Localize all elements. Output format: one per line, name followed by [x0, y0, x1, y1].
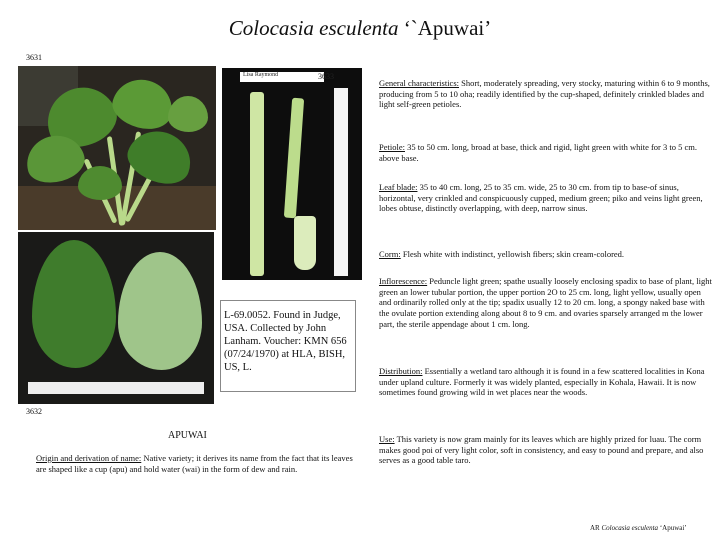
plant-photo [18, 66, 216, 230]
footer-species: Colocasia esculenta [601, 524, 659, 532]
desc-heading: Leaf blade: [379, 182, 418, 192]
photo-number-3633: 3633 [318, 72, 334, 81]
desc-text: 35 to 40 cm. long, 25 to 35 cm. wide, 25 to 30 cm. from tip to base-of sinus, horizontal, very crinkled and conspicuously cupped, medium green; piko and veins light green, lobes obtuse, distinctly overlapping, with deep, narrow sinus. [379, 182, 703, 214]
desc-heading: Petiole: [379, 142, 405, 152]
desc-text: This variety is now gram mainly for its leaves which are highly prized for luau. The corm makes good poi of very light color, soft in consistency, and easy to pound and prepare, and also serves as a good table taro. [379, 434, 704, 466]
desc-general [379, 78, 715, 110]
desc-inflorescence [379, 276, 715, 330]
specimen-note [220, 300, 356, 392]
title-cultivar: ‘`Apuwai’ [398, 16, 492, 40]
desc-heading: General characteristics: [379, 78, 459, 88]
desc-heading: Distribution: [379, 366, 423, 376]
photo-number-3632: 3632 [26, 407, 42, 416]
desc-heading: Use: [379, 434, 395, 444]
desc-petiole [379, 142, 715, 163]
specimen-note-text: L-69.0052. Found in Judge, USA. Collected by John Lanham. Voucher: KMN 656 (07/24/1970) at HLA, BISH, US, L. [224, 310, 347, 373]
origin-heading: Origin and derivation of name: [36, 453, 142, 463]
desc-distribution [379, 366, 715, 398]
desc-heading: Inflorescence: [379, 276, 428, 286]
variety-label: APUWAI [168, 430, 207, 441]
desc-text: Essentially a wetland taro although it is found in a few scattered localities in Kona under upland culture. Formerly it was widely planted, especially in Kohala, Hawaii. It is now sometimes found growing wild in wet places near the woods. [379, 366, 705, 398]
leaf-under-side [118, 252, 202, 370]
desc-text: 35 to 50 cm. long, broad at base, thick and rigid, light green with white for 3 to 5 cm. above base. [379, 142, 697, 163]
desc-corm [379, 249, 715, 260]
photo-number-3631: 3631 [26, 53, 42, 62]
desc-leaf-blade [379, 182, 715, 214]
desc-use [379, 434, 715, 466]
footer-cultivar: ‘Apuwai’ [658, 524, 687, 532]
leaf-photo [18, 232, 214, 404]
desc-text: Peduncle light green; spathe usually loosely enclosing spadix to base of plant, light green an lower tubular portion, the upper portion 2O to 25 cm. long, light yellow, usually open and ordinarily rolled only at the tip; spadix usually 12 to 20 cm. long, a spongy naked base with the ovulate portion extending along about 8 to 9 cm. and ovaries sparsely arranged m the lower part, the sterile appendage about 1 cm. long. [379, 276, 712, 329]
petiole-photo [222, 68, 362, 280]
measuring-ruler [334, 88, 348, 276]
leaf-upper-side [32, 240, 116, 368]
desc-text: Short, moderately spreading, very stocky, maturing within 6 to 9 months, producing from 5 to 10 oha; readily identified by the cup-shaped, definitely crinkled blades and light self-green petioles. [379, 78, 710, 110]
footer-credit [590, 524, 687, 532]
title-species: Colocasia esculenta [228, 16, 399, 40]
photo-credit: Lisa Raymond [243, 72, 279, 78]
origin-paragraph [36, 453, 358, 474]
desc-heading: Corm: [379, 249, 401, 259]
page-title [0, 16, 720, 41]
origin-text: Native variety; it derives its name from the fact that its leaves are shaped like a cup (apu) and hold water (wai) in the form of dew and rain. [36, 453, 353, 474]
footer-prefix: AR [590, 524, 600, 532]
desc-text: Flesh white with indistinct, yellowish fibers; skin cream-colored. [400, 249, 625, 259]
